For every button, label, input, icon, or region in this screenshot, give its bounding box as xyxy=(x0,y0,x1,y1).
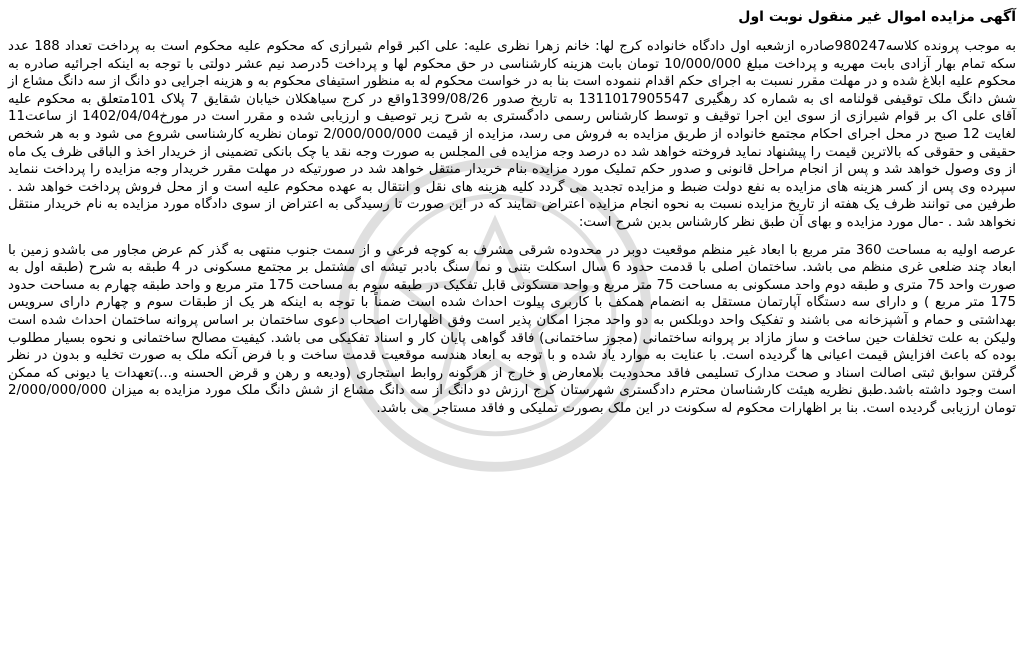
notice-paragraph-1: به موجب پرونده کلاسه980247صادره ازشعبه اول دادگاه خانواده کرج لها: خانم زهرا نظری علیه: علی اکبر قوام شیرازی که محکوم علیه محکوم است به پرداخت تعداد 188 عدد سکه تمام بهار آزادی بابت مهریه و پرداخت مبلغ 10/000/000 تومان بابت هزینه کارشناسی در حق محکوم لها و پرداخت 5درصد نیم عشر دولتی با توجه به اینکه اجرائیه صادره به محکوم علیه ابلاغ شده و در مهلت مقرر نسبت به اجرای حکم اقدام ننموده است بنا به در خواست محکوم له به منظور استیفای محکوم به و هزینه اجرایی دو دانگ از سه دانگ مشاع از شش دانگ ملک توقیفی قولنامه ای به شماره کد رهگیری 1311017905547 به تاریخ صدور 1399/08/26واقع در کرج سیاهکلان خیابان شقایق 7 پلاک 101متعلق به محکوم علیه آقای علی اک بر قوام شیرازی از سوی این اجرا توقیف و توسط کارشناس رسمی دادگستری به شرح زیر توصیف و ارزیابی شده و مقرر است در مورخ1402/04/04 از ساعت11 لغایت 12 صبح در محل اجرای احکام مجتمع خانواده از طریق مزایده به فروش می رسد، مزایده از قیمت 2/000/000/000 تومان نظریه کارشناسی شروع می شود و به هر شخص حقیقی و حقوقی که بالاترین قیمت را پیشنهاد نماید فروخته خواهد شد ده درصد وجه مزایده فی المجلس به صورت وجه نقد یا چک بانکی تضمینی از خریدار اخذ و الباقی ظرف یک ماه از وی وصول خواهد شد و پس از انجام مراحل قانونی و صدور حکم تملیک مورد مزایده بنام خریدار منتقل خواهد شد در صورتیکه در مهلت مقرر خریدار وجه مزایده را پرداخت ننماید سپرده وی پس از کسر هزینه های مزایده به نفع دولت ضبط و مزایده تجدید می گردد کلیه هزینه های نقل و انتقال به عهده محکوم علیه است و از محل فروش پرداخت خواهد شد . طرفین می توانند ظرف یک هفته از تاریخ مزایده نسبت به نحوه انجام مزایده اعتراض نمایند که در این صورت تا رسیدگی به اعتراض از سوی دادگاه مورد مزایده به نام خریدار منتقل نخواهد شد . -مال مورد مزایده و بهای آن طبق نظر کارشناس بدین شرح است: xyxy=(8,39,1017,230)
notice-title: آگهی مزایده اموال غیر منقول نوبت اول xyxy=(738,9,1016,25)
notice-paragraph-2: عرصه اولیه به مساحت 360 متر مربع با ابعاد غیر منظم موقعیت دوبر در محدوده شرقی مشرف به کوچه فرعی و از سمت جنوب منتهی به گذر کم عرض مجاور می باشدو زمین با ابعاد چند ضلعی غری منظم می باشد. ساختمان اصلی با قدمت حدود 6 سال اسکلت بتنی و نما سنگ بادبر تیشه ای مشتمل بر مجتمع مسکونی در 4 طبقه به شرح (طبقه اول به صورت واحد 75 متری و طبقه دوم واحد مسکونی به مساحت 75 متر مربع و واحد مسکونی قابل تفکیک در طبقه سوم به مساحت 175 متر مربع و واحد طبقه چهارم به مساحت حدود 175 متر مربع ) و دارای سه دستگاه آپارتمان مستقل به انضمام همکف با کاربری پیلوت احداث شده است ضمناً با توجه به اینکه هر یک از طبقات سوم و چهارم دارای سرویس بهداشتی و حمام و آشپزخانه می باشند و تفکیک واحد دوبلکس به دو واحد مجزا امکان پذیر است وفق اظهارات اصحاب دعوی ساختمان بر اساس پروانه ساختمان احداث شده است ولیکن به علت تخلفات حین ساخت و ساز مازاد بر پروانه ساختمانی (مجوز ساختمانی) فاقد گواهی پایان کار و اسناد تفکیکی می باشد. کیفیت مصالح ساختمانی و نحوه بسیار مطلوب بوده که باعث افزایش قیمت اعیانی ها گردیده است. با عنایت به موارد یاد شده و با توجه به ابعاد هندسه موقعیت قدمت ساخت و با فرض آنکه ملک به صورت تخلیه و بدون در نظر گرفتن سوابق ثبتی اصالت اسناد و صحت مدارک تسلیمی فاقد محدودیت بلامعارض و خارج از هرگونه روابط استجاری (ودیعه و رهن و قرض الحسنه و...)تعهدات یا دیونی که ممکن است وجود داشته باشد.طبق نظریه هیئت کارشناسان محترم دادگستری شهرستان کرج ارزش دو دانگ از سه دانگ مشاع از شش دانگ ملک مورد مزایده به میزان 2/000/000/000 تومان ارزیابی گردیده است. بنا بر اظهارات محکوم له سکونت در این ملک بصورت تملیکی و فاقد مستاجر می باشد. xyxy=(8,242,1017,416)
